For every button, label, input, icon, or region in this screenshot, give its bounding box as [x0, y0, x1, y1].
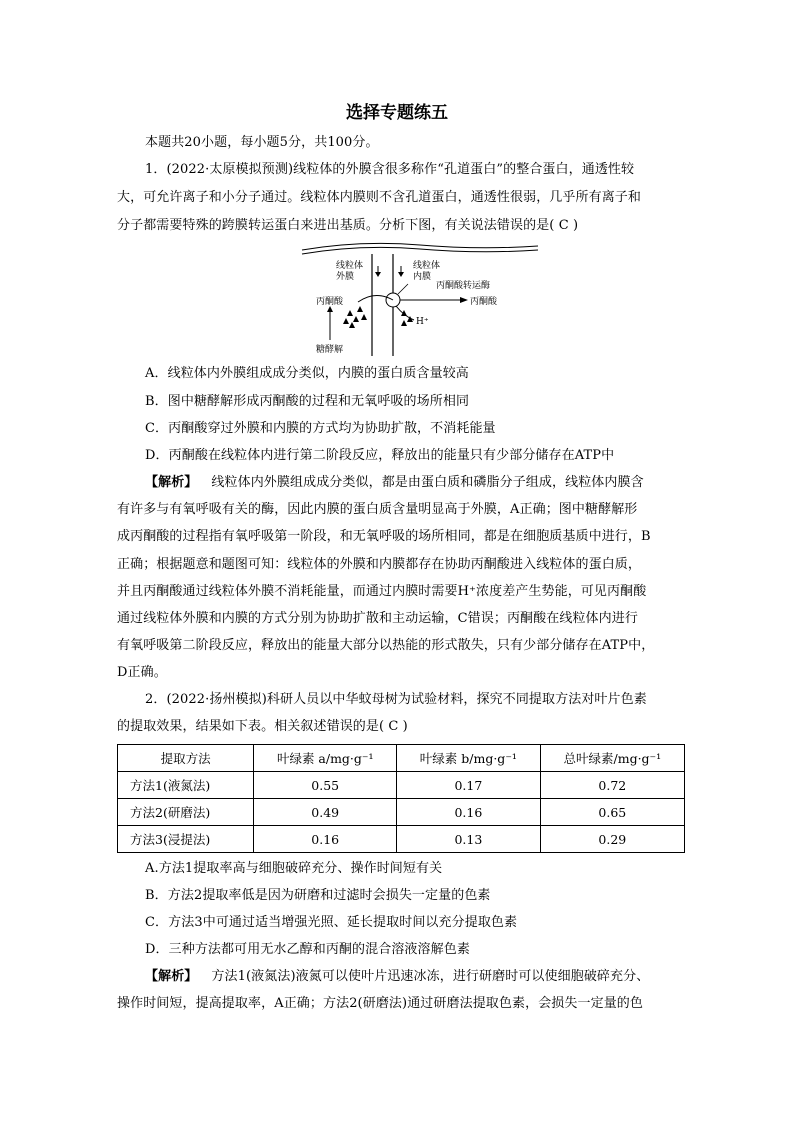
analysis-tag: 【解析】 [145, 475, 198, 490]
table-cell: 0.16 [397, 799, 541, 826]
q2-stem-line: 2．(2022·扬州模拟)科研人员以中华蚊母树为试验材料，探究不同提取方法对叶片色素 [145, 692, 647, 707]
table-cell: 0.49 [254, 799, 397, 826]
table-cell: 0.13 [397, 826, 541, 853]
q1-option-c: C．丙酮酸穿过外膜和内膜的方式均为协助扩散，不消耗能量 [145, 421, 496, 436]
q1-stem-line: 分子都需要特殊的跨膜转运蛋白来进出基质。分析下图，有关说法错误的是( C ) [117, 218, 579, 233]
pyruvate-arrow-head [460, 297, 468, 303]
analysis-text: 线粒体内外膜组成成分类似，都是由蛋白质和磷脂分子组成，线粒体内膜含 [211, 475, 644, 490]
triangle [401, 310, 407, 316]
table-cell: 方法3(浸提法) [118, 826, 254, 853]
triangle [343, 318, 349, 324]
table-cell: 方法1(液氮法) [118, 772, 254, 799]
top-curve [302, 247, 538, 254]
q2-option-b: B．方法2提取率低是因为研磨和过滤时会损失一定量的色素 [145, 888, 491, 903]
table-cell: 0.72 [540, 772, 684, 799]
q1-stem-line: 1．(2022·太原模拟预测)线粒体的外膜含很多称作“孔道蛋白”的整合蛋白，通透性较 [145, 162, 635, 177]
q2-analysis-line [145, 969, 679, 985]
q2-option-a: A.方法1提取率高与细胞破碎充分、操作时间短有关 [145, 861, 443, 876]
q2-option-d: D．三种方法都可用无水乙醇和丙酮的混合溶液溶解色素 [145, 942, 470, 957]
table-row [118, 772, 685, 799]
q1-stem-line: 大，可允许离子和小分子通过。线粒体内膜则不含孔道蛋白，通透性很弱，几乎所有离子和 [117, 190, 642, 205]
transporter-label: 丙酮酸转运酶 [436, 281, 491, 291]
membrane-diagram [300, 240, 540, 360]
triangle [401, 320, 407, 326]
q1-option-a: A．线粒体内外膜组成成分类似，内膜的蛋白质含量较高 [145, 366, 469, 381]
table-header-row [118, 745, 685, 772]
table-cell: 方法2(研磨法) [118, 799, 254, 826]
table-header: 提取方法 [118, 745, 254, 772]
q2-option-c: C．方法3中可通过适当增强光照、延长提取时间以充分提取色素 [145, 915, 518, 930]
table-row [118, 826, 685, 853]
proton-label: H⁺ [416, 317, 429, 327]
q1-analysis-line: 正确；根据题意和题图可知：线粒体的外膜和内膜都存在协助丙酮酸进入线粒体的蛋白质， [117, 557, 642, 572]
q1-analysis-line: 成丙酮酸的过程指有氧呼吸第一阶段，和无氧呼吸的场所相同，都是在细胞质基质中进行，B [117, 529, 651, 544]
outer-membrane-label-2: 外膜 [336, 272, 355, 282]
q1-analysis-line: D正确。 [117, 665, 167, 680]
q1-analysis-line: 有氧呼吸第二阶段反应，释放出的能量大部分以热能的形式散失，只有少部分储存在ATP中， [117, 638, 655, 653]
q2-stem-line: 的提取效果，结果如下表。相关叙述错误的是( C ) [117, 719, 408, 734]
triangle [361, 314, 367, 320]
inner-membrane-label-2: 内膜 [413, 272, 432, 282]
q1-analysis-line: 通过线粒体外膜和内膜的方式分别为协助扩散和主动运输，C错误；丙酮酸在线粒体内进行 [117, 611, 638, 626]
table-cell: 0.65 [540, 799, 684, 826]
table-cell: 0.55 [254, 772, 397, 799]
table-header: 总叶绿素/mg·g⁻¹ [540, 745, 684, 772]
table-cell: 0.17 [397, 772, 541, 799]
table-row [118, 799, 685, 826]
q1-option-b: B．图中糖酵解形成丙酮酸的过程和无氧呼吸的场所相同 [145, 394, 470, 409]
outer-membrane-label: 线粒体 [336, 261, 364, 271]
table-cell: 0.29 [540, 826, 684, 853]
outer-label-arrow-head [375, 272, 381, 277]
triangle [353, 316, 359, 322]
glycolysis-label: 糖酵解 [316, 345, 344, 355]
q1-option-d: D．丙酮酸在线粒体内进行第二阶段反应，释放出的能量只有少部分储存在ATP中 [145, 448, 615, 463]
pigment-table [117, 744, 685, 853]
triangle [349, 322, 355, 328]
table-cell: 0.16 [254, 826, 397, 853]
mitochondria-membrane-figure [300, 240, 540, 360]
pyruvate-right-label: 丙酮酸 [470, 297, 498, 307]
q1-analysis-line: 有许多与有氧呼吸有关的酶，因此内膜的蛋白质含量明显高于外膜，A正确；图中糖酵解形 [117, 502, 638, 517]
table-header: 叶绿素 a/mg·g⁻¹ [254, 745, 397, 772]
triangle [357, 306, 363, 312]
inner-membrane-label: 线粒体 [413, 261, 441, 271]
q1-analysis-line [145, 475, 679, 491]
analysis-tag: 【解析】 [145, 969, 198, 984]
pyruvate-left-label: 丙酮酸 [316, 297, 344, 307]
analysis-text: 方法1(液氮法)液氮可以使叶片迅速冰冻，进行研磨时可以使细胞破碎充分、 [211, 969, 650, 984]
inner-label-arrow-head [398, 272, 404, 277]
q1-analysis-line: 并且丙酮酸通过线粒体外膜不消耗能量，而通过内膜时需要H⁺浓度差产生势能，可见丙酮酸 [117, 584, 647, 599]
page-title: 选择专题练五 [346, 103, 448, 123]
intro-text: 本题共20小题，每小题5分，共100分。 [145, 135, 379, 150]
triangle [347, 310, 353, 316]
transporter-pointer [398, 284, 408, 294]
table-header: 叶绿素 b/mg·g⁻¹ [397, 745, 541, 772]
q2-analysis-line: 操作时间短，提高提取率，A正确；方法2(研磨法)通过研磨法提取色素，会损失一定量的色 [117, 996, 644, 1011]
